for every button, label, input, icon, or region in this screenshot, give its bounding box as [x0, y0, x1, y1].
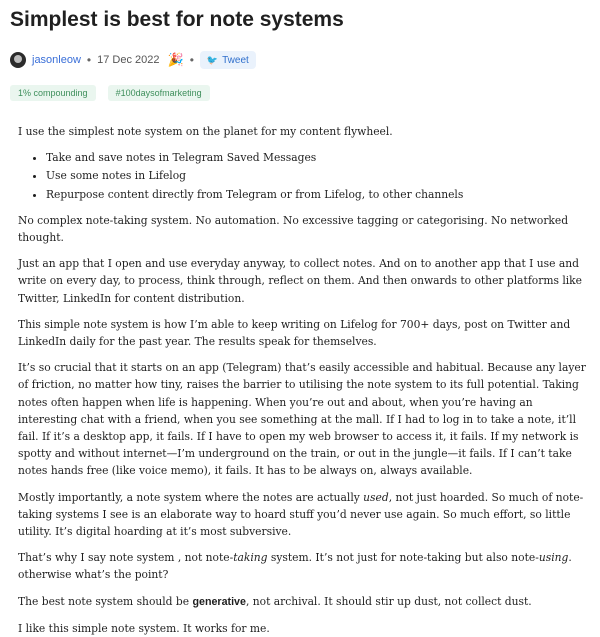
post-body — [10, 123, 590, 637]
tag-1-compounding[interactable]: 1% compounding — [10, 85, 96, 101]
post-meta — [10, 49, 590, 71]
emphasis-used: used — [363, 490, 389, 504]
paragraph: Mostly importantly, a note system where the notes are actually used, not just hoarded. So much of note-taking systems I see is an elaborate way to hoard stuff you’d never use again. So much effort, so little utility. It’s digital hoarding at it’s most subversive. — [18, 490, 584, 539]
emphasis-taking: taking — [233, 551, 268, 565]
tag-list — [10, 85, 590, 101]
separator-dot: • — [86, 53, 92, 67]
post-date: 17 Dec 2022 — [97, 54, 160, 66]
twitter-bird-icon: 🐦 — [206, 54, 219, 65]
paragraph: Just an app that I open and use everyday anyway, to collect notes. And on to another app that I use and write on every day, to process, think through, reflect on them. And then onwards to other platforms like Twitter, LinkedIn for content distribution. — [18, 257, 582, 305]
paragraph: The best note system should be generative, not archival. It should stir up dust, not collect dust. — [18, 594, 532, 608]
paragraph: That’s why I say note system , not note-taking system. It’s not just for note-taking but also note-using. otherwise what’s the point? — [18, 551, 572, 582]
paragraph: No complex note-taking system. No automation. No excessive tagging or categorising. No networked thought. — [18, 213, 569, 245]
separator-dot: • — [189, 53, 194, 67]
author-link[interactable]: jasonleow — [32, 54, 81, 66]
party-emoji-icon: 🎉 — [167, 52, 184, 67]
list-item: • Take and save notes in Telegram Saved Messages — [46, 149, 590, 166]
author-avatar[interactable] — [10, 52, 26, 68]
tweet-label: Tweet — [222, 54, 249, 66]
paragraph: This simple note system is how I’m able to keep writing on Lifelog for 700+ days, post on Twitter and LinkedIn daily for the past year. The results speak for themselves. — [18, 317, 571, 349]
post-title: Simplest is best for note systems — [10, 8, 344, 31]
list-item: • Repurpose content directly from Telegram or from Lifelog, to other channels — [46, 186, 590, 203]
tweet-button[interactable] — [200, 51, 256, 69]
paragraph-intro: I use the simplest note system on the planet for my content flywheel. — [18, 125, 393, 138]
list-item: • Use some notes in Lifelog — [46, 167, 590, 184]
paragraph: I like this simple note system. It works for me. — [18, 621, 270, 635]
post-container — [0, 8, 600, 637]
strong-generative: generative — [192, 595, 246, 608]
paragraph: It’s so crucial that it starts on an app (Telegram) that’s easily accessible and habitual. Because any layer of friction, no matter how tiny, raises the barrier to utilising the note system to its full potential. Taking notes often happen when life is happening. When you’re out and about, when you’re having an interesting chat with a friend, when you see something at the mall. If I had to log in to take a note, it’ll fail. If it’s a desktop app, it fails. If I have to open my web browser to access it, it fails. If my network is spotty and without internet—I’m underground on the train, or out in the jungle—it fails. If I can’t take notes hands free (like voice memo), it fails. It has to be always on, always available. — [18, 361, 586, 478]
tag-100daysofmarketing[interactable]: #100daysofmarketing — [108, 85, 210, 101]
bullet-list — [10, 149, 590, 203]
emphasis-using: using — [538, 551, 569, 565]
